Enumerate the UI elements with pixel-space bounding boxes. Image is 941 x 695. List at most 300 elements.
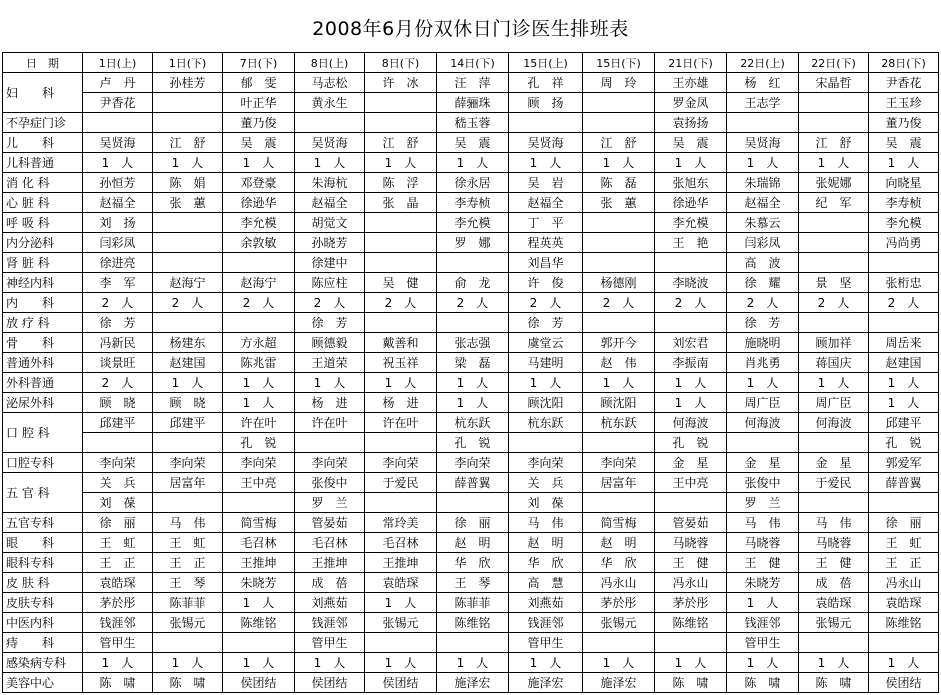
schedule-cell: 管甲生 [509, 633, 583, 653]
schedule-cell [655, 313, 727, 333]
schedule-cell: 陈维铭 [437, 613, 509, 633]
column-header: 21日(下) [655, 53, 727, 73]
schedule-cell: 2 人 [437, 293, 509, 313]
schedule-cell: 刘 葆 [509, 493, 583, 513]
schedule-cell: 侯团结 [295, 673, 365, 693]
schedule-cell: 1 人 [799, 653, 869, 673]
schedule-cell: 赵 明 [583, 533, 655, 553]
schedule-cell: 2 人 [869, 293, 939, 313]
department-label: 妇 科 [3, 73, 83, 113]
schedule-cell: 方永超 [223, 333, 295, 353]
schedule-cell: 徐逊华 [223, 193, 295, 213]
schedule-cell: 关 兵 [509, 473, 583, 493]
schedule-cell: 成 蓓 [799, 573, 869, 593]
schedule-cell: 王 健 [655, 553, 727, 573]
department-label: 五官专科 [3, 513, 83, 533]
schedule-cell [153, 113, 223, 133]
table-row [3, 253, 939, 273]
schedule-cell: 王 琴 [437, 573, 509, 593]
schedule-cell: 叶正华 [223, 93, 295, 113]
column-header: 15日(下) [583, 53, 655, 73]
table-row [3, 333, 939, 353]
schedule-cell: 顾沈阳 [509, 393, 583, 413]
schedule-cell: 虞堂云 [509, 333, 583, 353]
table-row [3, 613, 939, 633]
schedule-cell: 朱晓芳 [727, 573, 799, 593]
schedule-cell: 孔 锐 [869, 433, 939, 453]
schedule-cell: 徐 丽 [869, 513, 939, 533]
schedule-cell: 王 正 [153, 553, 223, 573]
schedule-cell: 朱慕云 [727, 213, 799, 233]
schedule-cell: 赵福全 [83, 193, 153, 213]
table-row [3, 453, 939, 473]
schedule-cell: 纪 军 [799, 193, 869, 213]
schedule-cell: 吴贤海 [295, 133, 365, 153]
schedule-cell: 袁皓琛 [869, 593, 939, 613]
schedule-cell: 李允模 [223, 213, 295, 233]
schedule-cell [437, 493, 509, 513]
schedule-cell: 1 人 [153, 153, 223, 173]
schedule-cell: 张妮娜 [799, 173, 869, 193]
schedule-cell [799, 433, 869, 453]
table-row [3, 153, 939, 173]
department-label: 五 官 科 [3, 473, 83, 513]
schedule-cell [799, 233, 869, 253]
schedule-cell: 1 人 [583, 373, 655, 393]
schedule-cell: 于爱民 [799, 473, 869, 493]
schedule-cell: 李向荣 [223, 453, 295, 473]
roster-table [2, 52, 939, 693]
schedule-cell: 张锡元 [153, 613, 223, 633]
schedule-cell: 孙桂芳 [153, 73, 223, 93]
schedule-cell: 钱涯邻 [295, 613, 365, 633]
schedule-cell: 施泽宏 [583, 673, 655, 693]
schedule-cell [583, 253, 655, 273]
schedule-cell: 顾 扬 [509, 93, 583, 113]
schedule-cell: 王 琴 [153, 573, 223, 593]
schedule-cell: 许在叶 [365, 413, 437, 433]
schedule-cell: 尹香花 [83, 93, 153, 113]
schedule-cell: 1 人 [437, 653, 509, 673]
schedule-cell [223, 633, 295, 653]
schedule-cell: 2 人 [799, 293, 869, 313]
schedule-cell: 徐 芳 [295, 313, 365, 333]
column-header: 22日(上) [727, 53, 799, 73]
schedule-cell: 居富年 [153, 473, 223, 493]
schedule-cell: 赵海宁 [223, 273, 295, 293]
schedule-cell [799, 493, 869, 513]
schedule-cell: 成 蓓 [295, 573, 365, 593]
table-row [3, 373, 939, 393]
schedule-cell: 袁皓琛 [365, 573, 437, 593]
schedule-cell: 俞 龙 [437, 273, 509, 293]
schedule-cell: 罗金凤 [655, 93, 727, 113]
schedule-cell: 1 人 [727, 153, 799, 173]
schedule-cell: 罗 娜 [437, 233, 509, 253]
schedule-cell: 李向荣 [509, 453, 583, 473]
table-row [3, 533, 939, 553]
schedule-cell [223, 313, 295, 333]
schedule-cell: 向晓星 [869, 173, 939, 193]
schedule-cell: 侯团结 [223, 673, 295, 693]
schedule-cell: 孔 锐 [437, 433, 509, 453]
schedule-cell: 王 健 [727, 553, 799, 573]
schedule-cell: 江 舒 [153, 133, 223, 153]
schedule-cell [655, 253, 727, 273]
schedule-cell: 孔 锐 [655, 433, 727, 453]
schedule-cell: 顾德毅 [295, 333, 365, 353]
department-label: 眼科专科 [3, 553, 83, 573]
schedule-cell: 2 人 [83, 373, 153, 393]
schedule-cell: 马 伟 [509, 513, 583, 533]
table-row [3, 513, 939, 533]
schedule-cell: 李向荣 [365, 453, 437, 473]
schedule-cell [727, 433, 799, 453]
schedule-cell: 1 人 [869, 153, 939, 173]
schedule-cell [437, 253, 509, 273]
schedule-cell: 王 正 [83, 553, 153, 573]
table-row [3, 493, 939, 513]
schedule-cell [153, 233, 223, 253]
header-row [3, 53, 939, 73]
schedule-cell: 吴 震 [655, 133, 727, 153]
schedule-cell: 马 伟 [799, 513, 869, 533]
schedule-cell: 薛普翼 [869, 473, 939, 493]
schedule-cell: 钱涯邻 [727, 613, 799, 633]
schedule-cell: 陈菲菲 [437, 593, 509, 613]
schedule-cell: 朱瑞锦 [727, 173, 799, 193]
schedule-cell: 张锡元 [583, 613, 655, 633]
schedule-cell: 孔 锐 [223, 433, 295, 453]
department-label: 外科普通 [3, 373, 83, 393]
department-label: 神经内科 [3, 273, 83, 293]
schedule-cell: 马志松 [295, 73, 365, 93]
schedule-cell: 2 人 [365, 293, 437, 313]
schedule-cell [583, 213, 655, 233]
schedule-cell: 1 人 [799, 373, 869, 393]
schedule-cell [153, 633, 223, 653]
schedule-cell: 1 人 [727, 373, 799, 393]
schedule-cell: 赵福全 [509, 193, 583, 213]
schedule-cell: 刘 葆 [83, 493, 153, 513]
schedule-cell: 徐 丽 [437, 513, 509, 533]
schedule-cell: 董乃俊 [223, 113, 295, 133]
schedule-cell [153, 493, 223, 513]
schedule-cell [365, 113, 437, 133]
schedule-cell: 2 人 [83, 293, 153, 313]
schedule-cell: 1 人 [365, 153, 437, 173]
table-row [3, 673, 939, 693]
schedule-cell [799, 113, 869, 133]
schedule-cell: 1 人 [437, 393, 509, 413]
schedule-cell: 朱晓芳 [223, 573, 295, 593]
department-label: 呼 吸 科 [3, 213, 83, 233]
schedule-cell: 马晓蓉 [727, 533, 799, 553]
schedule-cell: 吴 岩 [509, 173, 583, 193]
schedule-cell: 杭东跃 [437, 413, 509, 433]
department-label: 眼 科 [3, 533, 83, 553]
table-row [3, 173, 939, 193]
schedule-cell: 钱涯邻 [509, 613, 583, 633]
schedule-cell: 赵海宁 [153, 273, 223, 293]
schedule-cell: 马 伟 [727, 513, 799, 533]
schedule-cell: 顾沈阳 [583, 393, 655, 413]
schedule-cell [509, 433, 583, 453]
schedule-cell: 2 人 [727, 293, 799, 313]
schedule-cell: 李允模 [869, 213, 939, 233]
schedule-cell: 华 欣 [583, 553, 655, 573]
schedule-cell: 邱建平 [153, 413, 223, 433]
schedule-cell: 顾 晓 [83, 393, 153, 413]
department-label: 内 科 [3, 293, 83, 313]
schedule-cell: 李向荣 [153, 453, 223, 473]
schedule-cell [153, 93, 223, 113]
schedule-cell: 1 人 [509, 653, 583, 673]
table-row [3, 273, 939, 293]
schedule-cell: 1 人 [869, 373, 939, 393]
schedule-cell: 李允模 [437, 213, 509, 233]
schedule-cell: 肖兆勇 [727, 353, 799, 373]
schedule-cell: 江 舒 [365, 133, 437, 153]
schedule-cell: 马 伟 [153, 513, 223, 533]
schedule-cell [799, 633, 869, 653]
schedule-cell [83, 113, 153, 133]
schedule-cell [799, 93, 869, 113]
schedule-cell: 1 人 [437, 373, 509, 393]
schedule-cell: 简雪梅 [583, 513, 655, 533]
table-row [3, 593, 939, 613]
schedule-cell: 徐 芳 [83, 313, 153, 333]
schedule-cell: 赵福全 [295, 193, 365, 213]
schedule-cell: 1 人 [153, 653, 223, 673]
schedule-cell: 居富年 [583, 473, 655, 493]
schedule-cell: 袁皓琛 [83, 573, 153, 593]
schedule-cell: 李 军 [83, 273, 153, 293]
schedule-cell: 2 人 [295, 293, 365, 313]
schedule-cell: 顾 晓 [153, 393, 223, 413]
schedule-cell: 1 人 [799, 153, 869, 173]
schedule-cell: 薛骊珠 [437, 93, 509, 113]
schedule-cell: 1 人 [727, 653, 799, 673]
schedule-cell: 陈 啸 [727, 673, 799, 693]
schedule-cell: 朱海杭 [295, 173, 365, 193]
schedule-cell: 吴贤海 [83, 133, 153, 153]
schedule-cell: 高 波 [727, 253, 799, 273]
table-row [3, 113, 939, 133]
schedule-cell: 张 蕙 [153, 193, 223, 213]
schedule-cell: 1 人 [655, 153, 727, 173]
schedule-cell: 汪 萍 [437, 73, 509, 93]
schedule-cell: 刘燕茹 [295, 593, 365, 613]
schedule-cell: 李向荣 [437, 453, 509, 473]
column-header: 8日(上) [295, 53, 365, 73]
schedule-cell: 吴贤海 [727, 133, 799, 153]
schedule-cell: 祝玉祥 [365, 353, 437, 373]
table-row [3, 193, 939, 213]
schedule-cell: 张志强 [437, 333, 509, 353]
schedule-cell: 赵福全 [727, 193, 799, 213]
schedule-cell: 张 蕙 [583, 193, 655, 213]
schedule-cell: 邓登豪 [223, 173, 295, 193]
schedule-cell: 杨 进 [365, 393, 437, 413]
schedule-cell [153, 253, 223, 273]
table-row [3, 133, 939, 153]
schedule-cell: 侯团结 [869, 673, 939, 693]
schedule-cell: 杨 进 [295, 393, 365, 413]
schedule-cell: 金 星 [727, 453, 799, 473]
table-row [3, 473, 939, 493]
schedule-cell: 1 人 [223, 153, 295, 173]
schedule-cell: 徐 芳 [509, 313, 583, 333]
schedule-cell: 徐 耀 [727, 273, 799, 293]
schedule-cell: 闫彩凤 [83, 233, 153, 253]
schedule-cell: 李向荣 [583, 453, 655, 473]
schedule-cell: 刘宏君 [655, 333, 727, 353]
schedule-cell: 王推坤 [223, 553, 295, 573]
schedule-cell: 杭东跃 [509, 413, 583, 433]
schedule-cell: 嵇玉蓉 [437, 113, 509, 133]
schedule-cell: 徐 芳 [727, 313, 799, 333]
table-row [3, 73, 939, 93]
schedule-cell [365, 213, 437, 233]
schedule-cell: 1 人 [365, 593, 437, 613]
schedule-cell: 毛召林 [223, 533, 295, 553]
schedule-cell: 许在叶 [223, 413, 295, 433]
schedule-cell: 1 人 [583, 653, 655, 673]
schedule-cell: 李寿桢 [869, 193, 939, 213]
schedule-cell: 刘 扬 [83, 213, 153, 233]
schedule-cell [153, 313, 223, 333]
schedule-cell: 顾加祥 [799, 333, 869, 353]
column-header: 1日(下) [153, 53, 223, 73]
schedule-cell: 管甲生 [727, 633, 799, 653]
schedule-cell: 毛召林 [365, 533, 437, 553]
schedule-cell: 赵建国 [153, 353, 223, 373]
schedule-cell: 1 人 [655, 373, 727, 393]
schedule-cell: 冯新民 [83, 333, 153, 353]
department-label: 骨 科 [3, 333, 83, 353]
schedule-cell: 张俊中 [295, 473, 365, 493]
department-label: 心 脏 科 [3, 193, 83, 213]
department-label: 痔 科 [3, 633, 83, 653]
schedule-cell: 景 坚 [799, 273, 869, 293]
schedule-cell [365, 93, 437, 113]
department-label: 美容中心 [3, 673, 83, 693]
schedule-cell: 丁 平 [509, 213, 583, 233]
schedule-cell: 张桁忠 [869, 273, 939, 293]
schedule-cell [365, 313, 437, 333]
schedule-cell: 刘昌华 [509, 253, 583, 273]
schedule-cell: 1 人 [223, 593, 295, 613]
schedule-cell [869, 253, 939, 273]
column-header: 7日(下) [223, 53, 295, 73]
column-header: 14日(下) [437, 53, 509, 73]
schedule-cell: 1 人 [83, 653, 153, 673]
schedule-cell: 程英英 [509, 233, 583, 253]
schedule-cell: 2 人 [153, 293, 223, 313]
schedule-cell: 孙晓芳 [295, 233, 365, 253]
date-header: 日 期 [3, 53, 83, 73]
schedule-cell [437, 633, 509, 653]
schedule-cell: 钱涯邻 [83, 613, 153, 633]
schedule-cell [727, 113, 799, 133]
schedule-cell [437, 313, 509, 333]
schedule-cell: 吴 健 [365, 273, 437, 293]
schedule-cell [869, 633, 939, 653]
schedule-cell [583, 233, 655, 253]
schedule-cell: 冯永山 [583, 573, 655, 593]
schedule-cell: 袁扬扬 [655, 113, 727, 133]
schedule-cell: 王玉珍 [869, 93, 939, 113]
schedule-cell: 李向荣 [295, 453, 365, 473]
schedule-cell [295, 433, 365, 453]
column-header: 8日(下) [365, 53, 437, 73]
schedule-cell: 孙恒芳 [83, 173, 153, 193]
schedule-cell: 1 人 [437, 153, 509, 173]
department-label: 感染病专科 [3, 653, 83, 673]
schedule-cell: 王 正 [869, 553, 939, 573]
schedule-cell: 徐逊华 [655, 193, 727, 213]
schedule-cell [83, 433, 153, 453]
schedule-cell: 茅於彤 [655, 593, 727, 613]
schedule-cell: 1 人 [295, 153, 365, 173]
schedule-cell [365, 433, 437, 453]
schedule-cell: 金 星 [655, 453, 727, 473]
column-header: 1日(上) [83, 53, 153, 73]
schedule-cell: 冯永山 [655, 573, 727, 593]
schedule-cell: 常玲美 [365, 513, 437, 533]
table-row [3, 553, 939, 573]
schedule-cell: 张锡元 [799, 613, 869, 633]
schedule-cell: 蒋国庆 [799, 353, 869, 373]
schedule-cell: 冯永山 [869, 573, 939, 593]
schedule-cell: 宋晶哲 [799, 73, 869, 93]
schedule-cell: 马晓蓉 [655, 533, 727, 553]
schedule-cell: 张 晶 [365, 193, 437, 213]
schedule-cell: 1 人 [153, 373, 223, 393]
schedule-cell: 王 虹 [83, 533, 153, 553]
schedule-cell: 1 人 [83, 153, 153, 173]
schedule-cell [365, 253, 437, 273]
schedule-cell: 吴 震 [223, 133, 295, 153]
table-row [3, 573, 939, 593]
schedule-cell: 1 人 [655, 393, 727, 413]
schedule-cell: 何海波 [799, 413, 869, 433]
schedule-cell [365, 493, 437, 513]
schedule-cell: 关 兵 [83, 473, 153, 493]
schedule-cell: 冯尚勇 [869, 233, 939, 253]
schedule-cell [583, 313, 655, 333]
schedule-cell: 华 欣 [437, 553, 509, 573]
schedule-cell: 1 人 [509, 153, 583, 173]
schedule-cell [799, 253, 869, 273]
schedule-cell: 谈景旺 [83, 353, 153, 373]
schedule-cell: 郁 雯 [223, 73, 295, 93]
schedule-cell: 李振南 [655, 353, 727, 373]
schedule-cell: 施晓明 [727, 333, 799, 353]
schedule-cell: 王 健 [799, 553, 869, 573]
table-row [3, 353, 939, 373]
schedule-cell: 董乃俊 [869, 113, 939, 133]
schedule-cell: 于爱民 [365, 473, 437, 493]
schedule-cell: 梁 磊 [437, 353, 509, 373]
schedule-cell [799, 213, 869, 233]
schedule-cell [365, 233, 437, 253]
schedule-cell: 江 舒 [799, 133, 869, 153]
schedule-cell [583, 633, 655, 653]
department-label: 皮 肤 科 [3, 573, 83, 593]
schedule-cell: 罗 兰 [295, 493, 365, 513]
